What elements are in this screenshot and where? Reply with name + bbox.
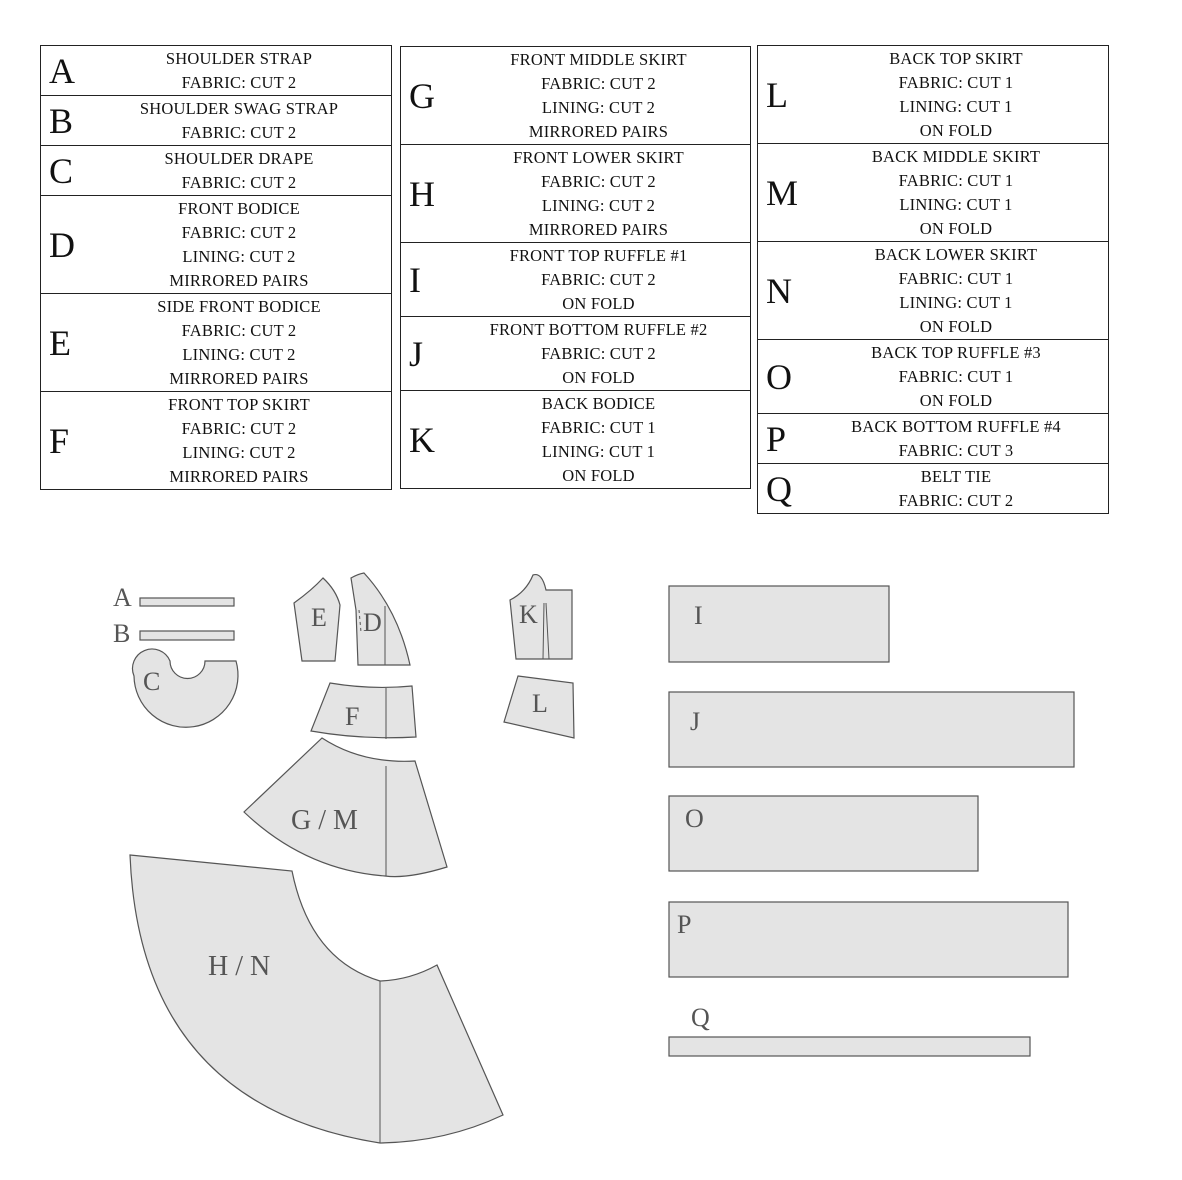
legend-line: FRONT MIDDLE SKIRT [510, 49, 687, 69]
piece-a-shape [140, 598, 234, 606]
piece-d-label: D [363, 608, 382, 637]
legend-line: BACK TOP RUFFLE #3 [871, 342, 1041, 362]
legend-letter: P [766, 418, 787, 459]
legend-letter: H [409, 173, 435, 214]
legend-line: LINING: CUT 2 [182, 344, 296, 364]
legend-line: MIRRORED PAIRS [528, 219, 669, 239]
legend-line: BACK BODICE [541, 393, 656, 413]
legend-line: FABRIC: CUT 2 [181, 222, 297, 242]
legend-line: MIRRORED PAIRS [169, 270, 309, 290]
legend-line: BELT TIE [920, 466, 992, 486]
legend-line: FABRIC: CUT 2 [181, 72, 297, 92]
legend-letter: D [49, 224, 75, 265]
piece-b-label: B [113, 619, 131, 648]
legend-line: FABRIC: CUT 2 [541, 343, 656, 363]
legend-line: FABRIC: CUT 2 [181, 122, 297, 142]
legend-letter: O [766, 356, 792, 397]
legend-line: LINING: CUT 2 [182, 246, 296, 266]
piece-b-shape [140, 631, 234, 640]
legend-line: ON FOLD [562, 293, 635, 313]
piece-j-label: J [690, 707, 701, 736]
legend-line: FABRIC: CUT 2 [181, 418, 297, 438]
legend-line: FABRIC: CUT 2 [541, 171, 656, 191]
piece-c-label: C [143, 667, 161, 696]
legend-letter: J [409, 333, 424, 374]
legend-line: FRONT BOTTOM RUFFLE #2 [489, 319, 708, 339]
legend-line: BACK TOP SKIRT [889, 48, 1023, 68]
legend-line: FRONT TOP SKIRT [168, 394, 310, 414]
legend-line: MIRRORED PAIRS [528, 121, 669, 141]
legend-line: FABRIC: CUT 2 [541, 73, 656, 93]
legend-line: ON FOLD [919, 390, 993, 410]
legend-line: FABRIC: CUT 1 [898, 366, 1014, 386]
legend-line: FABRIC: CUT 1 [898, 268, 1014, 288]
legend-line: ON FOLD [919, 120, 993, 140]
legend-letter: C [49, 150, 74, 191]
legend-line: ON FOLD [562, 367, 635, 387]
legend-line: LINING: CUT 2 [541, 195, 656, 215]
piece-hn-label: H / N [208, 951, 271, 982]
legend-line: FRONT LOWER SKIRT [513, 147, 684, 167]
piece-hn-shape [130, 855, 503, 1143]
legend-line: BACK BOTTOM RUFFLE #4 [851, 416, 1061, 436]
piece-j-shape [669, 692, 1074, 767]
legend-letter: M [766, 172, 799, 213]
legend-letter: E [49, 322, 71, 363]
legend-letter: K [409, 419, 435, 460]
legend-line: SHOULDER STRAP [165, 48, 313, 68]
legend-line: FABRIC: CUT 1 [541, 417, 656, 437]
legend-line: ON FOLD [919, 316, 993, 336]
piece-gm-label: G / M [291, 805, 358, 836]
legend-line: LINING: CUT 1 [899, 194, 1013, 214]
legend-line: FABRIC: CUT 2 [181, 320, 297, 340]
legend-line: FABRIC: CUT 1 [898, 170, 1014, 190]
legend-letter: L [766, 74, 788, 115]
legend-line: FABRIC: CUT 1 [898, 72, 1014, 92]
legend-letter: I [409, 259, 421, 300]
piece-q-shape [669, 1037, 1030, 1056]
piece-p-shape [669, 902, 1068, 977]
legend-line: SHOULDER DRAPE [164, 148, 314, 168]
legend-letter: A [49, 50, 75, 91]
legend-line: FRONT BODICE [178, 198, 300, 218]
legend-line: MIRRORED PAIRS [169, 368, 309, 388]
legend-letter: G [409, 75, 435, 116]
legend-line: LINING: CUT 1 [541, 441, 656, 461]
legend-line: FABRIC: CUT 2 [181, 172, 297, 192]
piece-f-shape [311, 683, 416, 738]
piece-i-label: I [694, 601, 703, 630]
piece-f-label: F [345, 702, 360, 731]
legend-line: BACK MIDDLE SKIRT [871, 146, 1041, 166]
legend-line: SHOULDER SWAG STRAP [139, 98, 339, 118]
legend-line: LINING: CUT 1 [899, 96, 1013, 116]
piece-o-shape [669, 796, 978, 871]
legend-line: FABRIC: CUT 2 [898, 490, 1014, 510]
legend-line: ON FOLD [562, 465, 635, 485]
piece-a-label: A [113, 583, 132, 612]
legend-letter: B [49, 100, 74, 141]
legend-line: SIDE FRONT BODICE [157, 296, 321, 316]
legend-line: LINING: CUT 2 [182, 442, 296, 462]
legend-line: MIRRORED PAIRS [169, 466, 309, 486]
legend-line: FRONT TOP RUFFLE #1 [509, 245, 688, 265]
piece-p-label: P [677, 910, 692, 939]
legend-letter: F [49, 420, 70, 461]
legend-letter: Q [766, 468, 792, 509]
legend-line: FABRIC: CUT 2 [541, 269, 656, 289]
piece-e-label: E [311, 603, 327, 632]
legend-line: LINING: CUT 2 [541, 97, 656, 117]
legend-letter: N [766, 270, 792, 311]
legend-line: LINING: CUT 1 [899, 292, 1013, 312]
piece-q-label: Q [691, 1003, 710, 1032]
legend-line: FABRIC: CUT 3 [898, 440, 1014, 460]
piece-k-label: K [519, 600, 538, 629]
piece-o-label: O [685, 804, 704, 833]
piece-l-label: L [532, 689, 548, 718]
legend-line: BACK LOWER SKIRT [874, 244, 1038, 264]
legend-line: ON FOLD [919, 218, 993, 238]
